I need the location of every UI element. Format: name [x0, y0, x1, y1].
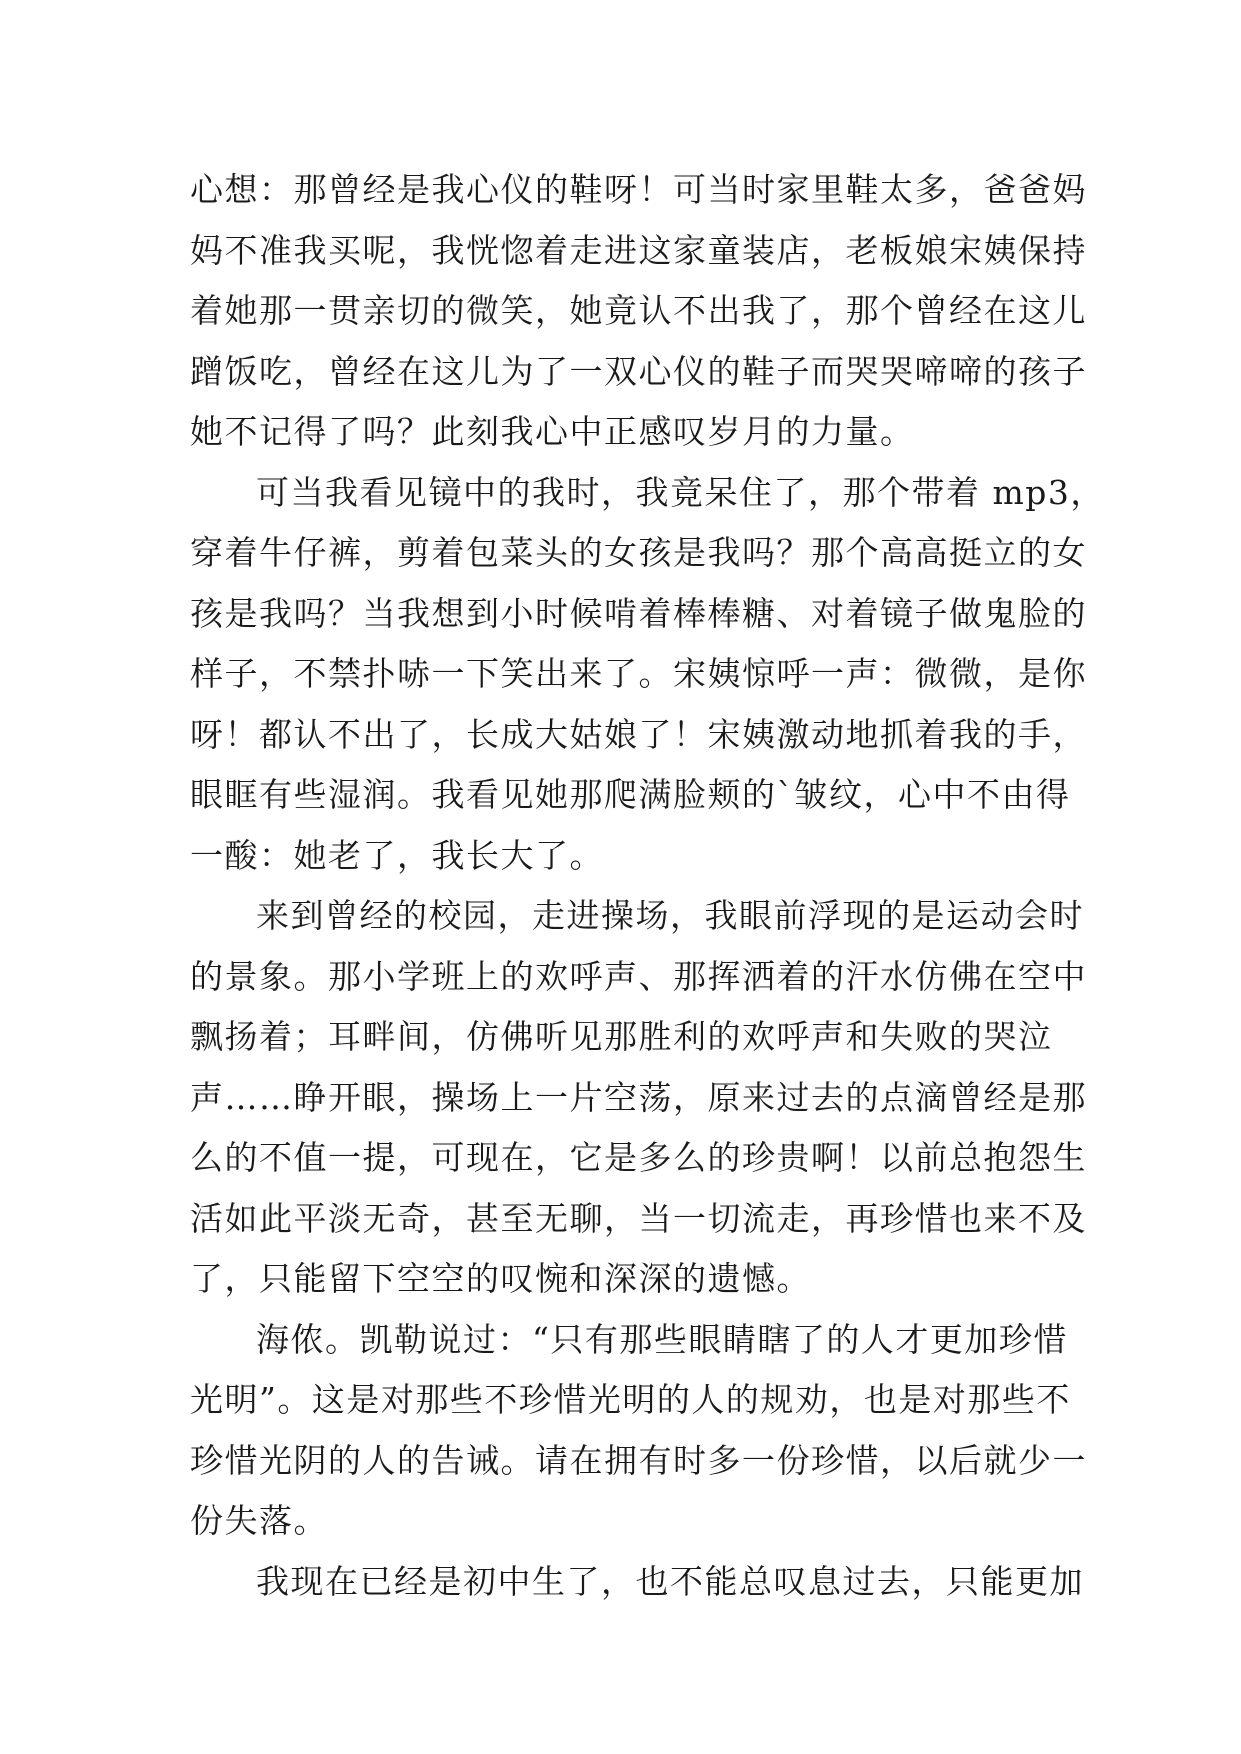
text-line: 心想：那曾经是我心仪的鞋呀！可当时家里鞋太多，爸爸妈	[190, 170, 1087, 209]
text-line: 了，只能留下空空的叹惋和深深的遗憾。	[190, 1259, 811, 1298]
text-line: 穿着牛仔裤，剪着包菜头的女孩是我吗？那个高高挺立的女	[190, 533, 1087, 572]
text-line: 活如此平淡无奇，甚至无聊，当一切流走，再珍惜也来不及	[190, 1198, 1087, 1238]
text-line: 可当我看见镜中的我时，我竟呆住了，那个带着 mp3，	[256, 472, 1105, 512]
text-line: 蹭饭吃，曾经在这儿为了一双心仪的鞋子而哭哭啼啼的孩子	[190, 351, 1087, 391]
text-line: 样子，不禁扑哧一下笑出来了。宋姨惊呼一声：微微，是你	[190, 654, 1087, 693]
document-body	[190, 160, 1105, 1612]
text-line: 飘扬着；耳畔间，仿佛听见那胜利的欢呼声和失败的哭泣	[190, 1017, 1053, 1056]
text-line: 声……睁开眼，操场上一片空荡，原来过去的点滴曾经是那	[190, 1077, 1087, 1117]
text-line: 着她那一贯亲切的微笑，她竟认不出我了，那个曾经在这儿	[190, 291, 1087, 330]
text-line: 海侬。凯勒说过：“只有那些眼睛瞎了的人才更加珍惜	[256, 1319, 1068, 1359]
text-line: 光明”。这是对那些不珍惜光明的人的规劝，也是对那些不	[190, 1380, 1071, 1419]
text-line: 妈不准我买呢，我恍惚着走进这家童装店，老板娘宋姨保持	[190, 230, 1087, 270]
text-line: 来到曾经的校园，走进操场，我眼前浮现的是运动会时	[256, 896, 1084, 935]
text-line: 一酸：她老了，我长大了。	[190, 835, 604, 875]
text-line: 她不记得了吗？此刻我心中正感叹岁月的力量。	[190, 412, 915, 451]
text-line: 的景象。那小学班上的欢呼声、那挥洒着的汗水仿佛在空中	[190, 956, 1087, 996]
text-line: 珍惜光阴的人的告诫。请在拥有时多一份珍惜，以后就少一	[190, 1440, 1087, 1480]
text-line: 眼眶有些湿润。我看见她那爬满脸颊的`皱纹，心中不由得	[190, 775, 1071, 814]
text-line: 呀！都认不出了，长成大姑娘了！宋姨激动地抓着我的手，	[190, 714, 1087, 754]
text-line: 我现在已经是初中生了，也不能总叹息过去，只能更加	[256, 1561, 1084, 1601]
text-line: 孩是我吗？当我想到小时候啃着棒棒糖、对着镜子做鬼脸的	[190, 593, 1087, 633]
text-line: 份失落。	[190, 1501, 328, 1540]
text-line: 么的不值一提，可现在，它是多么的珍贵啊！以前总抱怨生	[190, 1138, 1087, 1177]
